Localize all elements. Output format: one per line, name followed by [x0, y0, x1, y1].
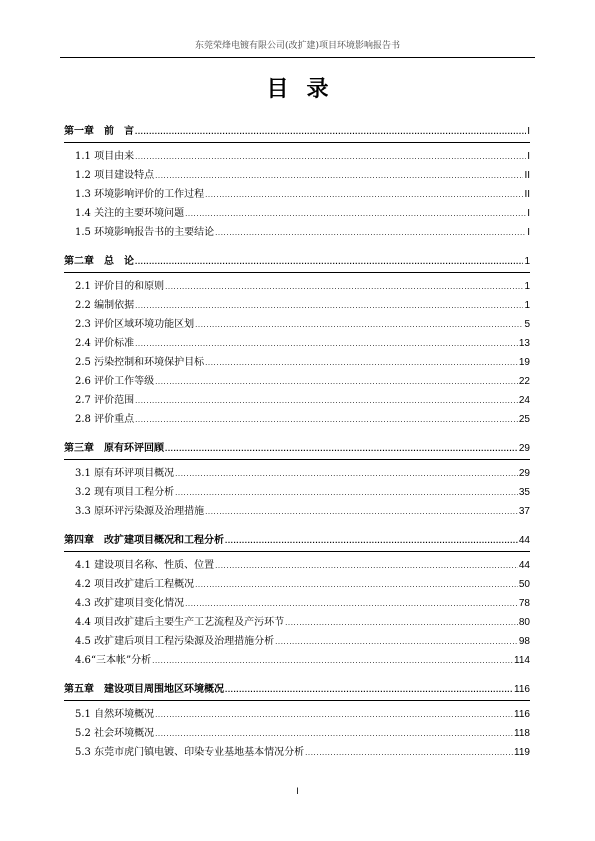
toc-section-label: 5.2 社会环境概况: [75, 728, 155, 739]
toc-section-entry[interactable]: [75, 372, 530, 391]
toc-leader-dots: [135, 296, 523, 315]
toc-section-label: 2.5 污染控制和环境保护目标: [75, 357, 205, 368]
toc-chapter-entry[interactable]: [64, 122, 530, 143]
toc-section-entry[interactable]: [75, 705, 530, 724]
toc-leader-dots: [152, 651, 513, 670]
toc-leader-dots: [305, 743, 513, 762]
toc-section-page: 5: [524, 319, 530, 330]
toc-chapter: [64, 122, 530, 242]
toc-section-label: 3.2 现有项目工程分析: [75, 487, 175, 498]
toc-section-page: II: [524, 189, 530, 200]
toc-chapter-label: 第二章 总 论: [64, 256, 134, 267]
toc-section-entry[interactable]: [75, 464, 530, 483]
toc-section-label: 2.4 评价标准: [75, 338, 135, 349]
toc-section-label: 1.4 关注的主要环境问题: [75, 208, 185, 219]
toc-section-entry[interactable]: [75, 315, 530, 334]
toc-section-label: 4.4 项目改扩建后主要生产工艺流程及产污环节: [75, 617, 285, 628]
toc-title: 目录: [266, 76, 347, 102]
toc-section-page: 50: [518, 579, 530, 590]
toc-section-page: 119: [514, 747, 530, 758]
toc-section-label: 3.1 原有环评项目概况: [75, 468, 175, 479]
toc-section-label: 4.6“三本帐”分析: [75, 655, 152, 666]
toc-section-label: 1.1 项目由来: [75, 151, 135, 162]
toc-section-entry[interactable]: [75, 556, 530, 575]
toc-section-page: 35: [518, 487, 530, 498]
toc-section-page: 37: [518, 506, 530, 517]
toc-section-list: [64, 277, 530, 429]
toc-leader-dots: [275, 632, 518, 651]
toc-section-label: 4.3 改扩建项目变化情况: [75, 598, 185, 609]
toc-leader-dots: [155, 724, 513, 743]
toc-leader-dots: [195, 575, 518, 594]
toc-section-label: 1.2 项目建设特点: [75, 170, 155, 181]
toc-section-page: 80: [518, 617, 530, 628]
toc-section-list: [64, 464, 530, 521]
toc-section-entry[interactable]: [75, 334, 530, 353]
toc-leader-dots: [205, 353, 518, 372]
toc-section-entry[interactable]: [75, 391, 530, 410]
toc-section-entry[interactable]: [75, 651, 530, 670]
toc-chapter: [64, 531, 530, 670]
toc-section-entry[interactable]: [75, 594, 530, 613]
table-of-contents: [64, 122, 530, 772]
toc-chapter: [64, 680, 530, 762]
toc-leader-dots: [285, 613, 518, 632]
toc-section-entry[interactable]: [75, 632, 530, 651]
toc-section-label: 2.2 编制依据: [75, 300, 135, 311]
toc-section-label: 1.5 环境影响报告书的主要结论: [75, 227, 215, 238]
toc-section-page: 118: [514, 728, 530, 739]
toc-leader-dots: [205, 502, 518, 521]
toc-section-entry[interactable]: [75, 166, 530, 185]
toc-section-page: 24: [518, 395, 530, 406]
toc-section-page: 114: [514, 655, 530, 666]
toc-chapter-page: 29: [518, 443, 530, 454]
toc-chapter-entry[interactable]: [64, 252, 530, 273]
toc-chapter-page: I: [527, 126, 530, 137]
toc-section-page: 29: [518, 468, 530, 479]
toc-section-page: 44: [518, 560, 530, 571]
toc-chapter-label: 第五章 建设项目周围地区环境概况: [64, 684, 224, 695]
toc-section-label: 2.7 评价范围: [75, 395, 135, 406]
toc-leader-dots: [165, 439, 518, 459]
toc-section-page: 25: [518, 414, 530, 425]
toc-section-label: 4.1 建设项目名称、性质、位置: [75, 560, 215, 571]
toc-chapter-label: 第一章 前 言: [64, 126, 134, 137]
toc-section-page: 1: [524, 281, 530, 292]
toc-chapter-page: 44: [518, 535, 530, 546]
toc-chapter-label: 第三章 原有环评回顾: [64, 443, 164, 454]
toc-section-entry[interactable]: [75, 410, 530, 429]
page-number: I: [296, 786, 299, 796]
toc-section-entry[interactable]: [75, 185, 530, 204]
toc-section-entry[interactable]: [75, 483, 530, 502]
toc-section-label: 2.3 评价区域环境功能区划: [75, 319, 195, 330]
toc-leader-dots: [165, 277, 523, 296]
toc-chapter: [64, 439, 530, 521]
toc-section-label: 4.5 改扩建后项目工程污染源及治理措施分析: [75, 636, 275, 647]
toc-leader-dots: [185, 594, 518, 613]
toc-section-page: 78: [518, 598, 530, 609]
toc-leader-dots: [205, 185, 523, 204]
toc-chapter-page: 1: [524, 256, 530, 267]
toc-section-page: II: [524, 170, 530, 181]
toc-section-label: 2.1 评价目的和原则: [75, 281, 165, 292]
toc-section-page: 1: [524, 300, 530, 311]
toc-section-label: 1.3 环境影响评价的工作过程: [75, 189, 205, 200]
toc-section-page: I: [527, 227, 530, 238]
toc-section-page: 19: [518, 357, 530, 368]
toc-section-label: 2.6 评价工作等级: [75, 376, 155, 387]
running-header: 东莞荣烽电镀有限公司(改扩建)项目环境影响报告书: [194, 41, 401, 51]
toc-section-label: 2.8 评价重点: [75, 414, 135, 425]
toc-section-list: [64, 556, 530, 670]
toc-leader-dots: [135, 122, 526, 142]
toc-leader-dots: [215, 223, 526, 242]
toc-leader-dots: [225, 531, 518, 551]
toc-section-entry[interactable]: [75, 502, 530, 521]
toc-section-entry[interactable]: [75, 223, 530, 242]
toc-leader-dots: [135, 147, 526, 166]
toc-section-entry[interactable]: [75, 724, 530, 743]
toc-chapter-entry[interactable]: [64, 680, 530, 701]
toc-section-page: I: [527, 208, 530, 219]
toc-section-entry[interactable]: [75, 296, 530, 315]
toc-section-entry[interactable]: [75, 613, 530, 632]
toc-leader-dots: [185, 204, 526, 223]
toc-leader-dots: [155, 372, 518, 391]
toc-section-entry[interactable]: [75, 204, 530, 223]
toc-section-entry[interactable]: [75, 277, 530, 296]
toc-section-list: [64, 705, 530, 762]
toc-leader-dots: [135, 334, 518, 353]
toc-leader-dots: [155, 705, 513, 724]
header-divider: [60, 57, 535, 58]
toc-chapter-entry[interactable]: [64, 531, 530, 552]
toc-section-label: 3.3 原环评污染源及治理措施: [75, 506, 205, 517]
toc-section-entry[interactable]: [75, 743, 530, 762]
toc-leader-dots: [175, 483, 518, 502]
toc-leader-dots: [215, 556, 518, 575]
toc-chapter: [64, 252, 530, 429]
toc-chapter-entry[interactable]: [64, 439, 530, 460]
toc-section-page: I: [527, 151, 530, 162]
toc-leader-dots: [195, 315, 523, 334]
toc-section-entry[interactable]: [75, 147, 530, 166]
toc-section-label: 5.3 东莞市虎门镇电镀、印染专业基地基本情况分析: [75, 747, 305, 758]
toc-section-list: [64, 147, 530, 242]
toc-section-page: 116: [514, 709, 530, 720]
toc-leader-dots: [135, 391, 518, 410]
toc-section-page: 13: [518, 338, 530, 349]
toc-leader-dots: [225, 680, 513, 700]
toc-section-entry[interactable]: [75, 575, 530, 594]
toc-leader-dots: [135, 410, 518, 429]
toc-leader-dots: [155, 166, 523, 185]
toc-section-label: 5.1 自然环境概况: [75, 709, 155, 720]
toc-section-entry[interactable]: [75, 353, 530, 372]
toc-leader-dots: [135, 252, 523, 272]
toc-chapter-page: 116: [514, 684, 530, 695]
toc-section-page: 22: [518, 376, 530, 387]
toc-section-page: 98: [518, 636, 530, 647]
toc-leader-dots: [175, 464, 518, 483]
toc-chapter-label: 第四章 改扩建项目概况和工程分析: [64, 535, 224, 546]
toc-section-label: 4.2 项目改扩建后工程概况: [75, 579, 195, 590]
